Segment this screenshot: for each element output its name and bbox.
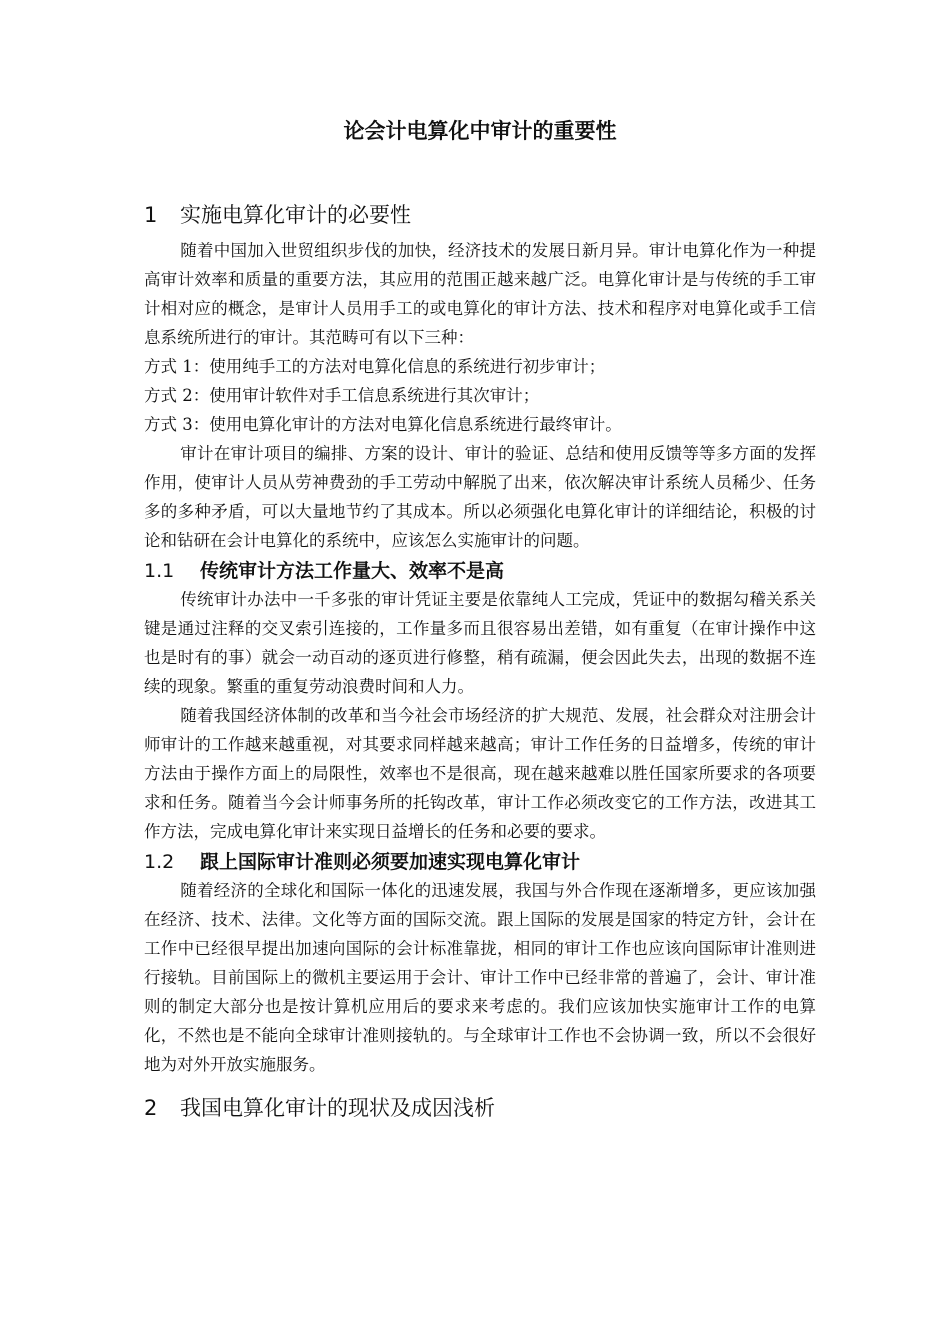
method-3-line: 方式 3：使用电算化审计的方法对电算化信息系统进行最终审计。 bbox=[144, 415, 622, 434]
subsection-title: 跟上国际审计准则必须要加速实现电算化审计 bbox=[200, 851, 581, 873]
section-2-heading bbox=[144, 1093, 816, 1123]
section-1-intro-paragraph: 随着中国加入世贸组织步伐的加快，经济技术的发展日新月异。审计电算化作为一种提高审计效率和质量的重要方法，其应用的范围正越来越广泛。电算化审计是与传统的手工审计相对应的概念，是审计人员用手工的或电算化的审计方法、技术和程序对电算化或手工信息系统所进行的审计。其范畴可有以下三种： bbox=[144, 241, 816, 347]
section-1-after-paragraph: 审计在审计项目的编排、方案的设计、审计的验证、总结和使用反馈等等多方面的发挥作用，使审计人员从劳神费劲的手工劳动中解脱了出来，依次解决审计系统人员稀少、任务多的多种矛盾，可以大量地节约了其成本。所以必须强化电算化审计的详细结论，积极的讨论和钻研在会计电算化的系统中，应该怎么实施审计的问题。 bbox=[144, 444, 816, 550]
subsection-1-1-paragraph-1: 传统审计办法中一千多张的审计凭证主要是依靠纯人工完成，凭证中的数据勾稽关系关键是通过注释的交叉索引连接的，工作量多而且很容易出差错，如有重复（在审计操作中这也是时有的事）就会一动百动的逐页进行修整，稍有疏漏，便会因此失去，出现的数据不连续的现象。繁重的重复劳动浪费时间和人力。 bbox=[144, 590, 816, 696]
section-title: 实施电算化审计的必要性 bbox=[180, 203, 411, 227]
subsection-title: 传统审计方法工作量大、效率不是高 bbox=[200, 560, 505, 582]
subsection-number: 1.1 bbox=[144, 560, 175, 582]
subsection-number: 1.2 bbox=[144, 851, 175, 873]
subsection-1-2-heading bbox=[144, 848, 816, 876]
section-number: 2 bbox=[144, 1096, 158, 1120]
document-title: 论会计电算化中审计的重要性 bbox=[343, 119, 617, 143]
section-title: 我国电算化审计的现状及成因浅析 bbox=[180, 1096, 495, 1120]
method-1-line: 方式 1：使用纯手工的方法对电算化信息的系统进行初步审计； bbox=[144, 357, 606, 376]
subsection-1-1-heading bbox=[144, 557, 816, 585]
document-body bbox=[144, 200, 816, 1123]
subsection-1-2-paragraph-1: 随着经济的全球化和国际一体化的迅速发展，我国与外合作现在逐渐增多，更应该加强在经济、技术、法律。文化等方面的国际交流。跟上国际的发展是国家的特定方针，会计在工作中已经很早提出加速向国际的会计标准靠拢，相同的审计工作也应该向国际审计准则进行接轨。目前国际上的微机主要运用于会计、审计工作中已经非常的普遍了，会计、审计准则的制定大部分也是按计算机应用后的要求来考虑的。我们应该加快实施审计工作的电算化，不然也是不能向全球审计准则接轨的。与全球审计工作也不会协调一致，所以不会很好地为对外开放实施服务。 bbox=[144, 881, 816, 1074]
section-number: 1 bbox=[144, 203, 158, 227]
method-2-line: 方式 2：使用审计软件对手工信息系统进行其次审计； bbox=[144, 386, 540, 405]
subsection-1-1-paragraph-2: 随着我国经济体制的改革和当今社会市场经济的扩大规范、发展，社会群众对注册会计师审计的工作越来越重视，对其要求同样越来越高；审计工作任务的日益增多，传统的审计方法由于操作方面上的局限性，效率也不是很高，现在越来越难以胜任国家所要求的各项要求和任务。随着当今会计师事务所的托钩改革，审计工作必须改变它的工作方法，改进其工作方法，完成电算化审计来实现日益增长的任务和必要的要求。 bbox=[144, 706, 816, 841]
section-1-heading bbox=[144, 200, 816, 230]
